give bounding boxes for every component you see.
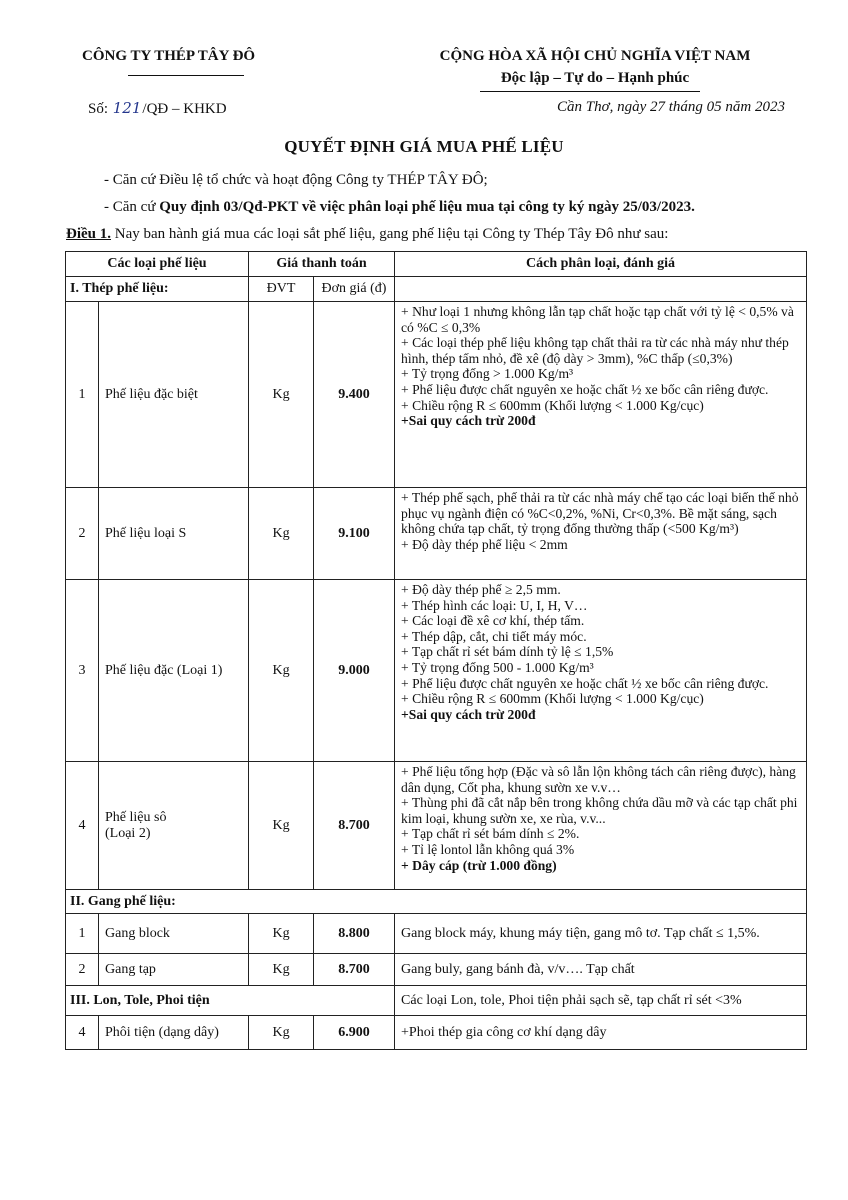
national-motto: Độc lập – Tự do – Hạnh phúc — [500, 70, 690, 86]
article-1 — [66, 226, 668, 243]
row-unit: Kg — [249, 914, 314, 954]
row-number: 2 — [66, 954, 99, 986]
section-row — [66, 986, 807, 1016]
desc-line: + Tỷ trọng đống > 1.000 Kg/m³ — [401, 366, 574, 382]
basis-line-1: - Căn cứ Điều lệ tổ chức và hoạt động Công ty THÉP TÂY ĐÔ; — [104, 172, 488, 188]
nation-title: CỘNG HÒA XÃ HỘI CHỦ NGHĨA VIỆT NAM — [439, 48, 751, 64]
row-unit: Kg — [249, 1016, 314, 1050]
desc-bold-line: +Sai quy cách trừ 200đ — [401, 706, 536, 722]
desc-line: + Thép dập, cắt, chi tiết máy móc. — [401, 628, 587, 644]
table-row — [66, 762, 807, 890]
doc-number-suffix: /QĐ – KHKD — [142, 101, 227, 117]
row-number: 2 — [66, 488, 99, 580]
company-underline — [128, 75, 244, 76]
row-name: Gang block — [99, 914, 249, 954]
row-name: Phế liệu loại S — [99, 488, 249, 580]
section-steel: I. Thép phế liệu: — [66, 277, 249, 302]
desc-line: + Độ dày thép phế ≥ 2,5 mm. — [401, 582, 561, 597]
desc-line: + Phế liệu tổng hợp (Đặc và sô lẫn lộn không tách cân riêng được), hàng dân dụng, Cốt pha, khung sườn xe v.v… — [401, 764, 796, 795]
table-row — [66, 302, 807, 488]
desc-line: + Các loại thép phế liệu không tạp chất thải ra từ các nhà máy như thép hình, thép tấm nhỏ, đề xê (độ dày > 3mm), %C thấp (≤0,3%) — [401, 335, 789, 366]
row-unit: Kg — [249, 954, 314, 986]
row-description: +Phoi thép gia công cơ khí dạng dây — [395, 1016, 807, 1050]
desc-line: + Phế liệu được chất nguyên xe hoặc chất ½ xe bốc cân riêng được. — [401, 675, 769, 691]
desc-line: + Chiều rộng R ≤ 600mm (Khối lượng < 1.000 Kg/cục) — [401, 397, 704, 413]
table-row — [66, 580, 807, 762]
desc-line: + Các loại đề xê cơ khí, thép tấm. — [401, 613, 585, 629]
motto-underline — [480, 91, 700, 92]
row-number: 1 — [66, 914, 99, 954]
empty-cell — [395, 277, 807, 302]
section-description: Các loại Lon, tole, Phoi tiện phải sạch sẽ, tạp chất rỉ sét <3% — [395, 986, 807, 1016]
row-description — [395, 302, 807, 488]
section-cans-tole: III. Lon, Tole, Phoi tiện — [66, 986, 395, 1016]
row-description: Gang buly, gang bánh đà, v/v…. Tạp chất — [395, 954, 807, 986]
row-number: 1 — [66, 302, 99, 488]
row-number: 4 — [66, 762, 99, 890]
article-label: Điều 1. — [66, 226, 111, 242]
row-description — [395, 580, 807, 762]
row-name: Phế liệu đặc biệt — [99, 302, 249, 488]
price-table — [65, 251, 807, 1050]
row-price: 9.000 — [314, 580, 395, 762]
document-number — [88, 99, 227, 118]
table-row — [66, 488, 807, 580]
basis-line-2-bold: Quy định 03/Qđ-PKT về việc phân loại phế liệu mua tại công ty ký ngày 25/03/2023. — [159, 199, 695, 215]
doc-number-prefix: Số: — [88, 101, 109, 117]
desc-line: + Thép phế sạch, phế thải ra từ các nhà máy chế tạo các loại biến thế nhỏ phục vụ ngành điện có %C<0,2%, %Ni, Cr<0,3%. Bề mặt sáng, sạch không chứa tạp chất, tỷ trọng đống thường thấp (<500 Kg/m³) — [401, 490, 799, 537]
desc-bold-line: +Sai quy cách trừ 200đ — [401, 413, 536, 429]
row-name: Phôi tiện (dạng dây) — [99, 1016, 249, 1050]
table-header-row — [66, 252, 807, 277]
desc-bold-line: + Dây cáp (trừ 1.000 đồng) — [401, 857, 557, 873]
row-name: Gang tạp — [99, 954, 249, 986]
desc-line: + Tỷ trọng đống 500 - 1.000 Kg/m³ — [401, 659, 594, 675]
desc-line: + Tỉ lệ lontol lẫn không quá 3% — [401, 841, 575, 857]
desc-line: + Tạp chất rỉ sét bám dính ≤ 2%. — [401, 826, 580, 842]
header-unit-price: Đơn giá (đ) — [314, 277, 395, 302]
header-unit: ĐVT — [249, 277, 314, 302]
row-unit: Kg — [249, 488, 314, 580]
row-price: 9.100 — [314, 488, 395, 580]
row-name: Phế liệu đặc (Loại 1) — [99, 580, 249, 762]
desc-line: + Thùng phi đã cắt nắp bên trong không chứa dầu mỡ và các tạp chất phi kim loại, khung sườn xe, xe rùa, v.v... — [401, 795, 798, 826]
row-description — [395, 488, 807, 580]
desc-line: + Tạp chất rỉ sét bám dính tỷ lệ ≤ 1,5% — [401, 644, 614, 660]
desc-line: + Chiều rộng R ≤ 600mm (Khối lượng < 1.000 Kg/cục) — [401, 691, 704, 707]
row-description — [395, 762, 807, 890]
company-name: CÔNG TY THÉP TÂY ĐÔ — [82, 48, 256, 64]
header-payment: Giá thanh toán — [249, 252, 395, 277]
table-row — [66, 1016, 807, 1050]
desc-line: + Phế liệu được chất nguyên xe hoặc chất ½ xe bốc cân riêng được. — [401, 381, 769, 397]
header-types: Các loại phế liệu — [66, 252, 249, 277]
header-classification: Cách phân loại, đánh giá — [395, 252, 807, 277]
section-cast-iron: II. Gang phế liệu: — [66, 890, 807, 914]
row-price: 8.800 — [314, 914, 395, 954]
row-number: 3 — [66, 580, 99, 762]
row-name-line: (Loại 2) — [105, 825, 151, 841]
row-unit: Kg — [249, 302, 314, 488]
row-number: 4 — [66, 1016, 99, 1050]
row-unit: Kg — [249, 762, 314, 890]
row-price: 6.900 — [314, 1016, 395, 1050]
article-text: Nay ban hành giá mua các loại sắt phế liệu, gang phế liệu tại Công ty Thép Tây Đô như sau: — [111, 226, 669, 242]
row-name-line: Phế liệu sô — [105, 809, 167, 825]
table-row — [66, 914, 807, 954]
section-row — [66, 890, 807, 914]
row-price: 9.400 — [314, 302, 395, 488]
row-price: 8.700 — [314, 762, 395, 890]
desc-line: + Độ dày thép phế liệu < 2mm — [401, 536, 568, 552]
desc-line: + Thép hình các loại: U, I, H, V… — [401, 597, 588, 613]
basis-line-2-prefix: - Căn cứ — [104, 199, 160, 215]
desc-line: + Như loại 1 nhưng không lẫn tạp chất hoặc tạp chất với tỷ lệ < 0,5% và có %C ≤ 0,3% — [401, 304, 794, 335]
row-name — [99, 762, 249, 890]
doc-number-handwritten: 121 — [112, 99, 142, 117]
dateline: Cần Thơ, ngày 27 tháng 05 năm 2023 — [556, 99, 785, 115]
table-row — [66, 954, 807, 986]
section-row — [66, 277, 807, 302]
basis-line-2 — [104, 199, 695, 216]
document-title: QUYẾT ĐỊNH GIÁ MUA PHẾ LIỆU — [284, 137, 564, 156]
row-price: 8.700 — [314, 954, 395, 986]
row-description: Gang block máy, khung máy tiện, gang mô tơ. Tạp chất ≤ 1,5%. — [395, 914, 807, 954]
row-unit: Kg — [249, 580, 314, 762]
